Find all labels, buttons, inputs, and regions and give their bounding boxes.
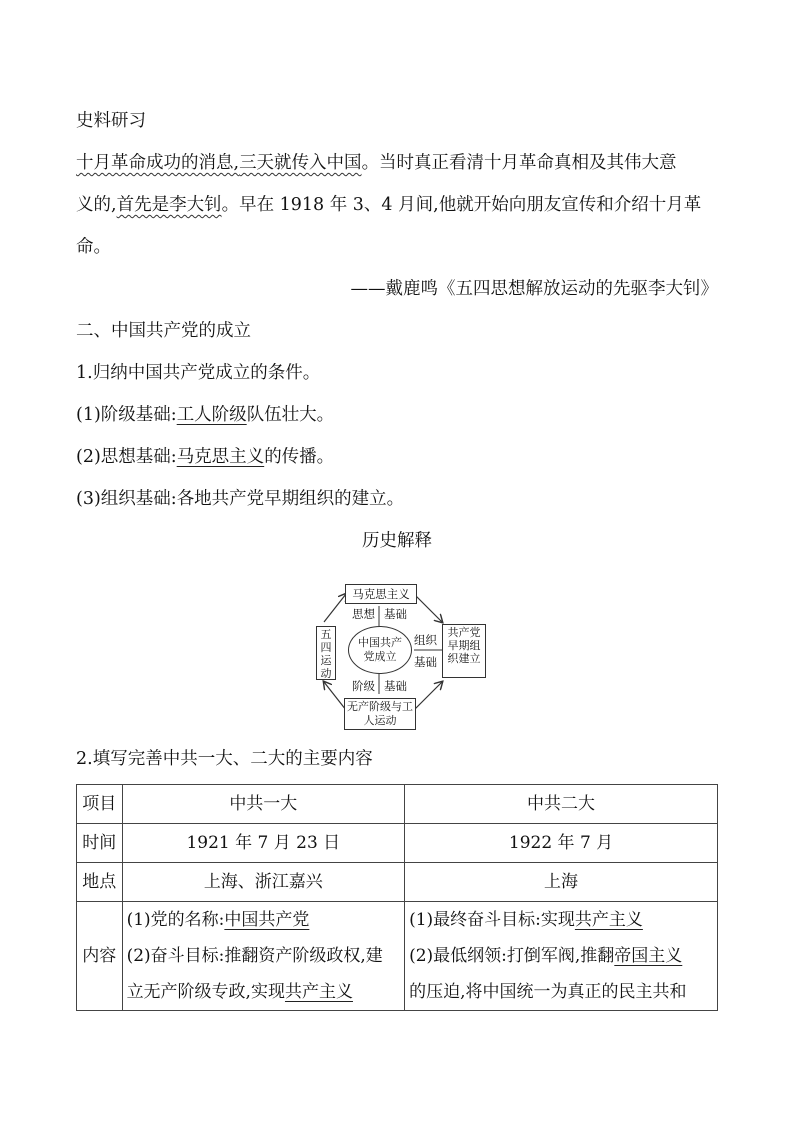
table-row bbox=[77, 863, 718, 902]
table-row bbox=[77, 824, 718, 863]
answer-blank: 马克思主义 bbox=[176, 447, 265, 467]
answer-blank: 中国共产党 bbox=[224, 910, 310, 930]
table-cell: 1921 年 7 月 23 日 bbox=[122, 824, 405, 863]
question-2-title: 2.填写完善中共一大、二大的主要内容 bbox=[76, 749, 373, 769]
content-text: (2)最低纲领:打倒军阀,推翻 bbox=[409, 946, 615, 966]
table-cell: 上海、浙江嘉兴 bbox=[122, 863, 405, 902]
content-line: (2)奋斗目标:推翻资产阶级政权,建 bbox=[126, 946, 383, 966]
answer-blank: 工人阶级 bbox=[176, 405, 247, 425]
source-text: 。当时真正看清十月革命真相及其伟大意 bbox=[361, 153, 677, 173]
source-text: 。早在 1918 年 3、4 月间,他就开始向朋友宣传和介绍十月革 bbox=[221, 195, 702, 215]
wavy-underlined-text: 首先是李大钊 bbox=[116, 195, 222, 215]
box-early-party-orgs: 共产党早期组织建立 bbox=[442, 624, 486, 678]
content-line bbox=[409, 902, 713, 938]
label-class: 阶级 bbox=[352, 679, 375, 693]
center-party-founding: 中国共产党成立 bbox=[348, 626, 412, 674]
answer-blank: 共产主义 bbox=[284, 982, 353, 1002]
source-line-2 bbox=[76, 184, 718, 226]
source-citation: ——戴鹿鸣《五四思想解放运动的先驱李大钊》 bbox=[350, 279, 718, 299]
content-text: (1)最终奋斗目标:实现 bbox=[409, 910, 575, 930]
box-proletariat-labor: 无产阶级与工人运动 bbox=[344, 698, 416, 730]
box-may-fourth: 五四运动 bbox=[316, 626, 336, 680]
label-basis-top: 基础 bbox=[384, 607, 407, 621]
table-header-cell: 项目 bbox=[77, 785, 123, 824]
condition-label: (3)组织基础: bbox=[76, 489, 177, 509]
label-organization: 组织 bbox=[414, 633, 437, 647]
wavy-underlined-text: 三天就传入中国 bbox=[239, 153, 362, 173]
content-text: 立无产阶级专政,实现 bbox=[126, 982, 285, 1002]
source-line-3: 命。 bbox=[76, 237, 111, 257]
condition-label: (2)思想基础: bbox=[76, 447, 177, 467]
table-cell-second-congress bbox=[405, 902, 718, 1011]
condition-label: (1)阶级基础: bbox=[76, 405, 177, 425]
table-header-cell: 中共一大 bbox=[122, 785, 405, 824]
content-line bbox=[127, 902, 401, 938]
table-row bbox=[77, 785, 718, 824]
condition-text: 各地共产党早期组织的建立。 bbox=[176, 489, 405, 509]
document-page bbox=[76, 100, 718, 1011]
table-cell: 上海 bbox=[405, 863, 718, 902]
answer-blank: 帝国主义 bbox=[614, 946, 683, 966]
label-basis-right: 基础 bbox=[414, 655, 437, 669]
condition-text: 的传播。 bbox=[264, 447, 335, 467]
table-cell: 时间 bbox=[77, 824, 123, 863]
diagram-title: 历史解释 bbox=[362, 531, 432, 551]
table-cell: 地点 bbox=[77, 863, 123, 902]
condition-class-basis bbox=[76, 394, 718, 436]
condition-thought-basis bbox=[76, 436, 718, 478]
table-cell: 内容 bbox=[77, 902, 123, 1011]
table-cell-first-congress bbox=[122, 902, 405, 1011]
condition-text: 队伍壮大。 bbox=[246, 405, 335, 425]
table-row bbox=[77, 902, 718, 1011]
source-text: 义的, bbox=[76, 195, 117, 215]
box-marxism: 马克思主义 bbox=[345, 584, 417, 604]
wavy-underlined-text: 十月革命成功的消息, bbox=[76, 153, 240, 173]
content-line bbox=[127, 974, 401, 1010]
history-diagram bbox=[76, 564, 718, 732]
question-1-title: 1.归纳中国共产党成立的条件。 bbox=[76, 363, 321, 383]
label-basis-bottom: 基础 bbox=[384, 679, 407, 693]
section-title: 二、中国共产党的成立 bbox=[76, 321, 251, 341]
condition-org-basis bbox=[76, 478, 718, 520]
source-line-1 bbox=[76, 142, 718, 184]
label-thought: 思想 bbox=[352, 607, 375, 621]
congress-table bbox=[76, 784, 718, 1011]
table-cell: 1922 年 7 月 bbox=[405, 824, 718, 863]
content-line bbox=[409, 938, 713, 974]
content-text: (1)党的名称: bbox=[126, 910, 225, 930]
source-heading: 史料研习 bbox=[76, 111, 146, 131]
answer-blank: 共产主义 bbox=[574, 910, 643, 930]
table-header-cell: 中共二大 bbox=[405, 785, 718, 824]
content-line: 的压迫,将中国统一为真正的民主共和 bbox=[409, 982, 687, 1002]
